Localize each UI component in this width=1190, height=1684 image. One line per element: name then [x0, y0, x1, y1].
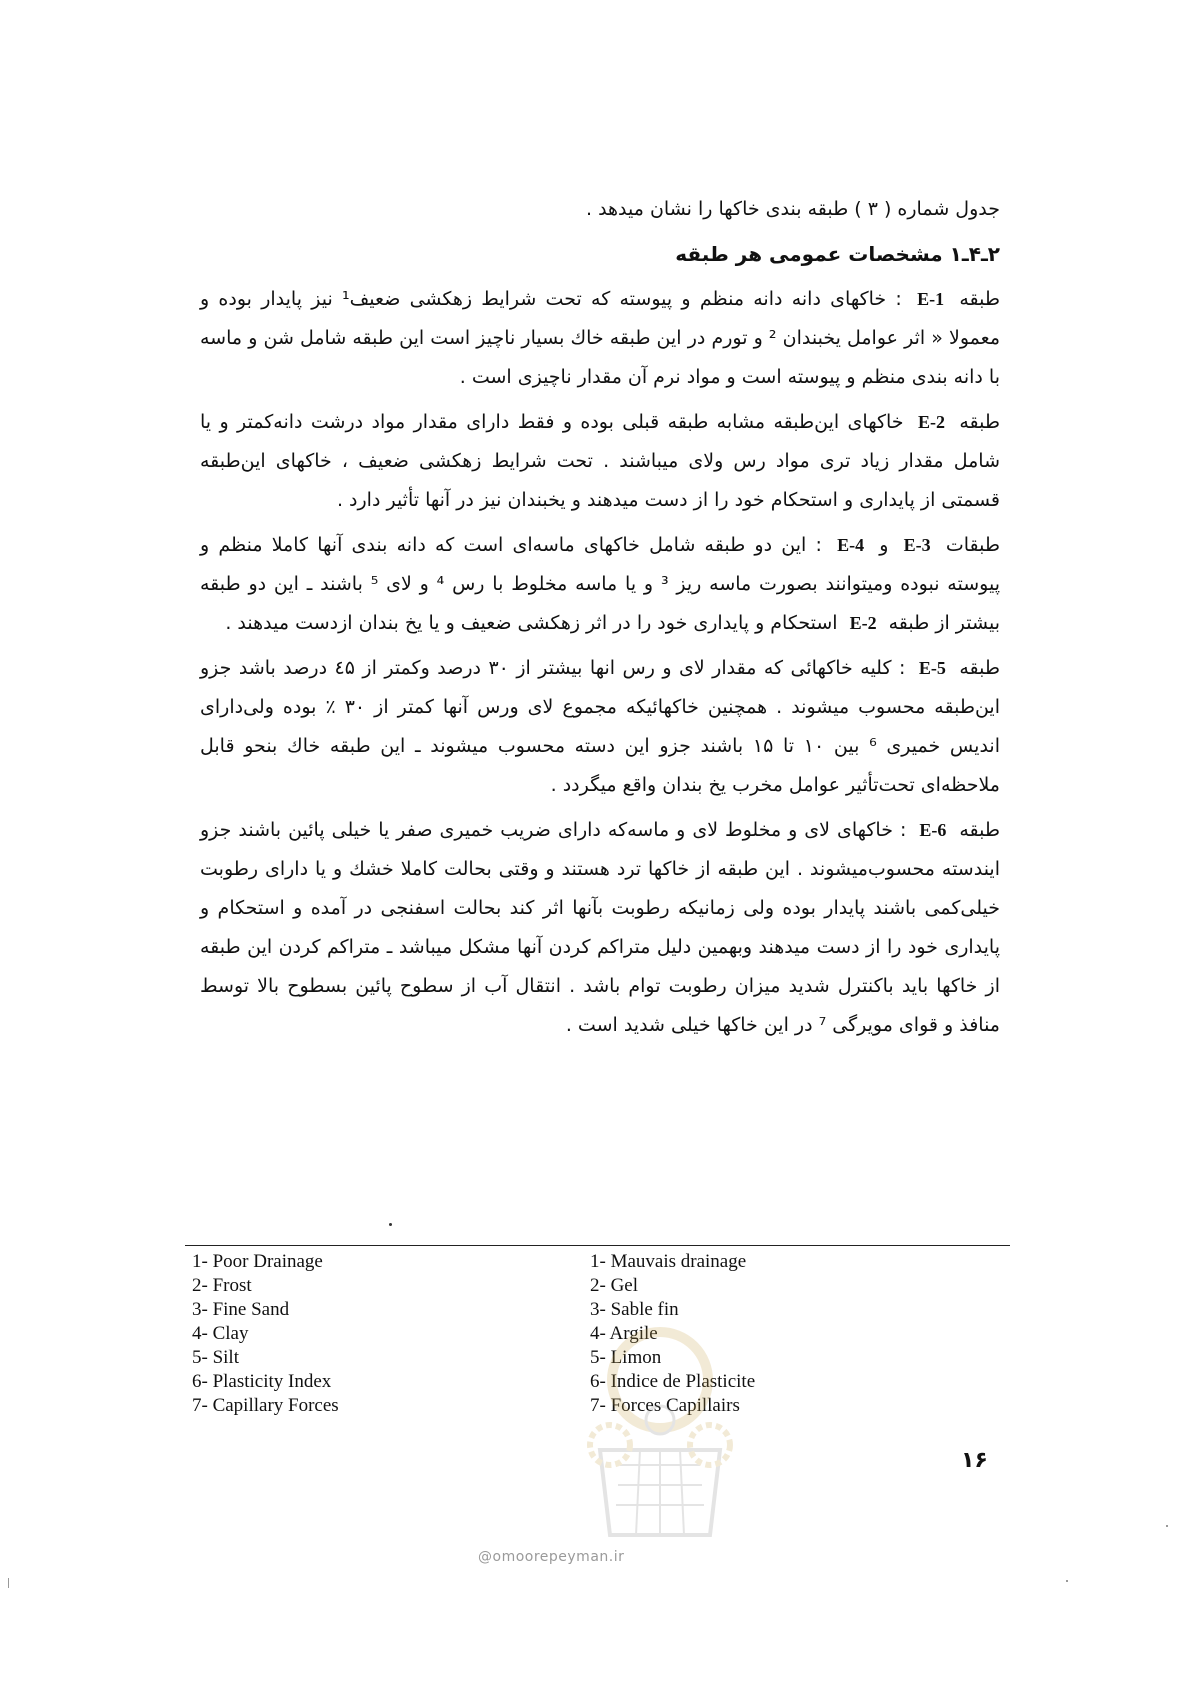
paragraph-e6	[200, 811, 1000, 1045]
class-label-e2-ref: E-2	[849, 613, 877, 633]
scan-mark	[1066, 1580, 1068, 1582]
paragraph-e34-lead: طبقات	[945, 534, 1001, 556]
class-label-e3: E-3	[903, 535, 931, 555]
footnote-fr-item: 2- Gel	[590, 1275, 639, 1296]
footnote-en-item: 7- Capillary Forces	[192, 1395, 339, 1416]
paragraph-e6-text: : خاکهای لای و مخلوط لای و ماسه‌که دارای ضریب خمیری صفر یا خیلی پائین باشند جزو ایندسته محسوب‌میشوند . این طبقه از خاکها ترد هستند و وقتی بحالت کاملا خشك و یا دارای رطوبت خیلی‌کمی باشند پایدار بوده ولی زمانیکه رطوبت بآنها اثر کند بحالت اسفنجی در آمده و استحکام و پایداری خود را از دست میدهند وبهمین دلیل متراکم کردن آنها مشکل میباشد ـ متراکم کردن این طبقه از خاکها باید باکنترل شدید میزان رطوبت توام باشد . انتقال آب از سطوح پائین بسطوح بالا توسط منافذ و قوای مویرگی ⁷ در این خاکها خیلی شدید است .	[200, 819, 1000, 1036]
footnote-en-item: 6- Plasticity Index	[192, 1371, 332, 1392]
print-speck	[389, 1223, 392, 1226]
paragraph-e5-lead: طبقه	[959, 657, 1000, 679]
footnote-fr-item: 1- Mauvais drainage	[590, 1251, 747, 1272]
body-text	[200, 190, 1000, 1051]
watermark-logo-icon	[560, 1320, 760, 1550]
footnote-en-item: 5- Silt	[192, 1347, 239, 1368]
footnote-separator	[185, 1245, 1010, 1246]
class-label-e1: E-1	[917, 289, 945, 309]
page-number: ۱۶	[961, 1448, 988, 1473]
scan-mark	[1166, 1525, 1168, 1527]
paragraph-e2-text: خاکهای این‌طبقه مشابه طبقه قبلی بوده و فقط دارای مقدار مواد درشت دانه‌کمتر و یا شامل مقدار زیاد تری مواد رس ولای میباشند . تحت شرایط زهکشی ضعیف ، خاکهای این‌طبقه قسمتی از پایداری و استحکام خود را از دست میدهند و یخبندان نیز در آنها تأثیر دارد .	[200, 411, 1000, 511]
paragraph-e5-text: : کلیه خاکهائی که مقدار لای و رس انها بیشتر از ۳۰ درصد وکمتر از ٤۵ درصد باشد جزو این‌طبقه محسوب میشوند . همچنین خاکهائیکه مجموع لای ورس آنها کمتر از ۳۰ ٪ بوده ولی‌دارای اندیس خمیری ⁶ بین ۱۰ تا ۱۵ باشند جزو این دسته محسوب میشوند ـ این طبقه خاك بنحو قابل ملاحظه‌ای تحت‌تأثیر عوامل مخرب یخ بندان واقع میگردد .	[200, 657, 1000, 796]
footnote-fr-item: 6- Indice de Plasticite	[590, 1371, 756, 1392]
class-label-e4: E-4	[837, 535, 865, 555]
paragraph-e34-text-end: استحکام و پایداری خود را در اثر زهکشی ضعیف و یا یخ بندان ازدست میدهند .	[225, 612, 838, 634]
footnote-en-item: 3- Fine Sand	[192, 1299, 290, 1320]
paragraph-e5	[200, 649, 1000, 805]
class-label-e2: E-2	[917, 412, 945, 432]
footnote-fr-item: 3- Sable fin	[590, 1299, 679, 1320]
paragraph-e34-text: : این دو طبقه شامل خاکهای ماسه‌ای است که دانه بندی آنها کاملا منظم و پیوسته نبوده ومیتوانند بصورت ماسه ریز ³ و یا ماسه مخلوط با رس ⁴ و لای ⁵ باشند ـ این دو طبقه بیشتر از طبقه	[200, 534, 1000, 634]
watermark-text: @omoorepeyman.ir	[478, 1549, 625, 1565]
class-label-e6: E-6	[919, 820, 947, 840]
footnote-en-item: 1- Poor Drainage	[192, 1251, 323, 1272]
footnote-fr-item: 7- Forces Capillairs	[590, 1395, 740, 1416]
paragraph-e3-e4	[200, 526, 1000, 643]
conjunction: و	[879, 534, 889, 556]
section-heading: ۲ـ۴ـ۱ مشخصات عمومی هر طبقه	[675, 242, 1000, 266]
footnote-en-item: 2- Frost	[192, 1275, 252, 1296]
intro-line: جدول شماره ( ۳ ) طبقه بندی خاکها را نشان میدهد .	[585, 198, 1000, 220]
footnote-fr-item: 5- Limon	[590, 1347, 662, 1368]
footnotes-english	[192, 1250, 339, 1418]
paragraph-e6-lead: طبقه	[959, 819, 1000, 841]
footnote-fr-item: 4- Argile	[590, 1323, 658, 1344]
class-label-e5: E-5	[918, 658, 946, 678]
scan-mark	[8, 1578, 9, 1588]
paragraph-e2-lead: طبقه	[959, 411, 1001, 433]
paragraph-e1-lead: طبقه	[959, 288, 1001, 310]
paragraph-e1	[200, 280, 1000, 397]
paragraph-e2	[200, 403, 1000, 520]
paragraph-e1-text: : خاکهای دانه دانه منظم و پیوسته که تحت شرایط زهکشی ضعیف¹ نیز پایدار بوده و معمولا « اثر عوامل یخبندان ² و تورم در این طبقه خاك بسیار ناچیز است این طبقه شامل شن و ماسه با دانه بندی منظم و پیوسته است و مواد نرم آن مقدار ناچیزی است .	[200, 288, 1000, 388]
footnote-en-item: 4- Clay	[192, 1323, 249, 1344]
